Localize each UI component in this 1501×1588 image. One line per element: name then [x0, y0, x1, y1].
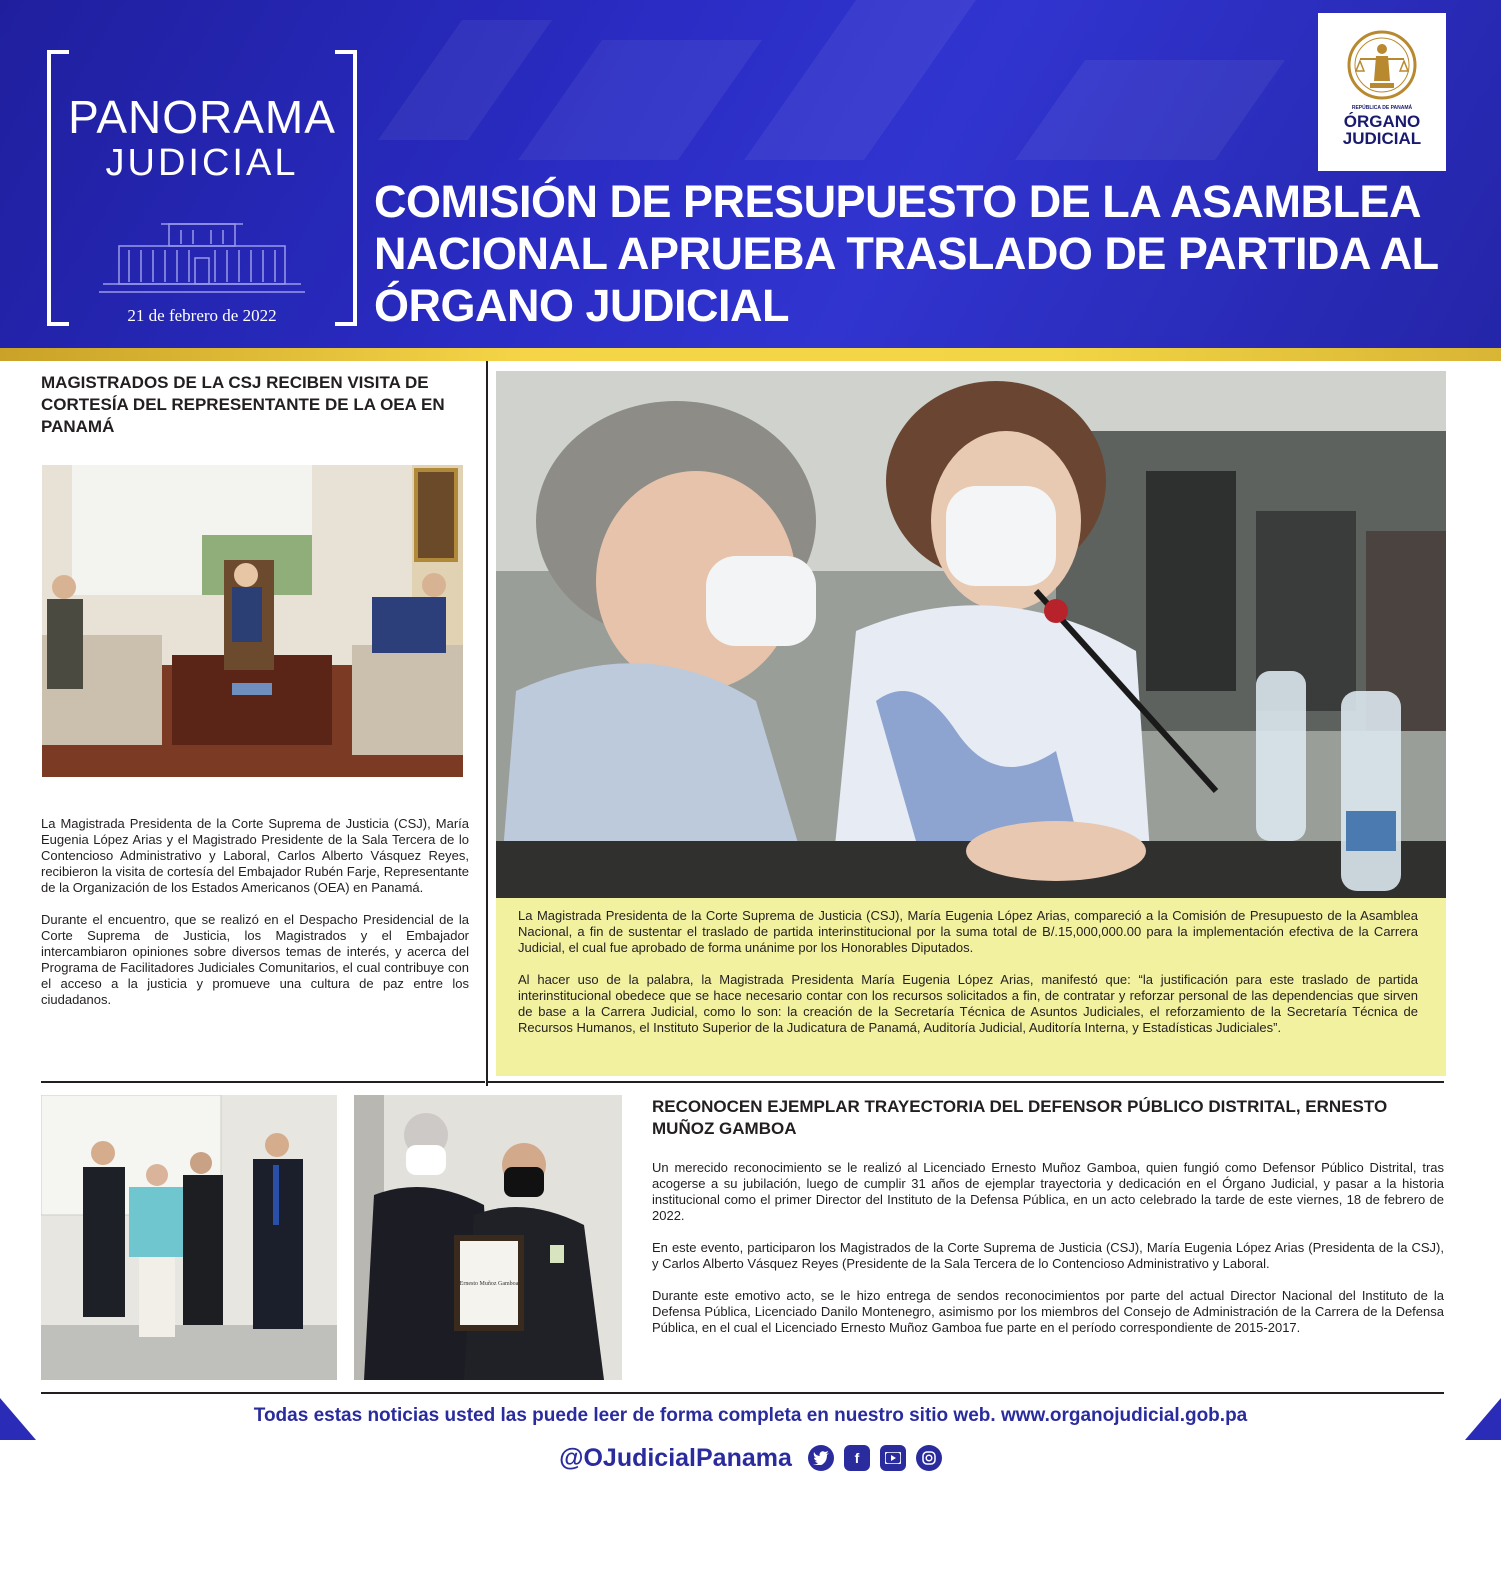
gold-divider-bar — [0, 348, 1501, 361]
recognition-group-photo — [41, 1095, 337, 1380]
paragraph: Durante el encuentro, que se realizó en el Despacho Presidencial de la Corte Suprema de Justicia, los Magistrados y el Embajador intercambiaron opiniones sobre diversos temas de interés, y acerca del Programa de Facilitadores Judiciales Comunitarios, el cual contribuye con el acceso a la justicia y promueve una cultura de paz entre los ciudadanos. — [41, 912, 469, 1007]
section-divider-left — [41, 1081, 485, 1083]
footer-divider — [41, 1392, 1444, 1394]
plaque-text: Ernesto Muñoz Gamboa — [459, 1281, 519, 1287]
seal-icon — [1346, 29, 1418, 103]
social-handle[interactable]: @OJudicialPanama — [559, 1443, 792, 1472]
website-note[interactable]: Todas estas noticias usted las puede leer de forma completa en nuestro sitio web. www.organojudicial.gob.pa — [253, 1405, 1248, 1426]
masthead — [47, 50, 357, 326]
left-story-title: MAGISTRADOS DE LA CSJ RECIBEN VISITA DE CORTESÍA DEL REPRESENTANTE DE LA OEA EN PANAMÁ — [41, 373, 445, 436]
paragraph: Al hacer uso de la palabra, la Magistrada Presidenta María Eugenia López Arias, manifestó que: “la justificación para este traslado de partida interinstitucional obedece que se hace necesario contar con los recursos solicitados a fin, de contratar y reforzar personal de las dependencias que sirven de base a la Carrera Judicial, como lo son: la creación de la Secretaría Técnica de Asuntos Judiciales, el reforzamiento de la Secretaría Técnica de Recursos Humanos, el Instituto Superior de la Judicatura de Panamá, Auditoría Judicial, Auditoría Interna, y Estadísticas Judiciales”. — [518, 972, 1418, 1035]
decorative-streak — [744, 0, 976, 160]
organo-judicial-logo — [1318, 13, 1446, 171]
decorative-streak — [1015, 60, 1285, 160]
brand-line-2: JUDICIAL — [105, 142, 299, 184]
courthouse-icon — [99, 218, 305, 298]
decorative-streak — [378, 20, 552, 140]
paragraph: La Magistrada Presidenta de la Corte Suprema de Justicia (CSJ), María Eugenia López Arias, compareció a la Comisión de Presupuesto de la Asamblea Nacional, a fin de sustentar el traslado de partida interinstitucional por la suma total de B/.15,000,000.00 para la implementación efectiva de la Carrera Judicial, el cual fue aprobado de forma unánime por los Honorables Diputados. — [518, 908, 1418, 955]
paragraph: La Magistrada Presidenta de la Corte Suprema de Justicia (CSJ), María Eugenia López Arias y el Magistrado Presidente de la Sala Tercera de lo Contencioso Administrativo y Laboral, Carlos Alberto Vásquez Reyes, recibieron la visita de cortesía del Embajador Rubén Farje, Representante de la Organización de los Estados Americanos (OEA) en Panamá. — [41, 816, 469, 895]
oea-visit-photo — [42, 465, 463, 777]
brand-line-1: PANORAMA — [68, 91, 336, 143]
paragraph: Durante este emotivo acto, se le hizo entrega de sendos reconocimientos por parte del actual Director Nacional del Instituto de la Defensa Pública, Licenciado Danilo Montenegro, asimismo por los miembros del Consejo de Administración de la Carrera de la Defensa Pública, en el cual el Licenciado Ernesto Muñoz Gamboa fue parte en el período correspondiente de 2015-2017. — [652, 1288, 1444, 1335]
main-story-caption — [496, 898, 1446, 1076]
logo-country: REPÚBLICA DE PANAMÁ — [1351, 105, 1413, 111]
logo-line-1: ÓRGANO — [1343, 112, 1421, 131]
section-divider-right — [488, 1081, 1444, 1083]
budget-commission-photo — [496, 371, 1446, 938]
facebook-icon[interactable]: f — [844, 1445, 870, 1471]
column-divider — [486, 361, 488, 1086]
plaque-handover-photo — [354, 1095, 622, 1380]
bottom-story-body — [652, 1160, 1444, 1352]
youtube-icon[interactable] — [880, 1445, 906, 1471]
left-story-body — [41, 816, 469, 1024]
paragraph: Un merecido reconocimiento se le realizó al Licenciado Ernesto Muñoz Gamboa, quien fungió como Defensor Público Distrital, tras acogerse a su jubilación, luego de cumplir 31 años de ejemplar trayectoria y dedicación en el Órgano Judicial, y pasar a la historia institucional como el primer Director del Instituto de la Defensa Pública, en un acto celebrado la tarde de este viernes, 18 de febrero de 2022. — [652, 1160, 1444, 1223]
social-bar — [0, 1440, 1501, 1476]
decorative-streak — [518, 40, 762, 160]
issue-date: 21 de febrero de 2022 — [127, 306, 277, 325]
page-headline: COMISIÓN DE PRESUPUESTO DE LA ASAMBLEA NACIONAL APRUEBA TRASLADO DE PARTIDA AL ÓRGANO JUDICIAL — [374, 176, 1438, 331]
logo-line-2: JUDICIAL — [1342, 129, 1422, 148]
bottom-story-title: RECONOCEN EJEMPLAR TRAYECTORIA DEL DEFENSOR PÚBLICO DISTRITAL, ERNESTO MUÑOZ GAMBOA — [652, 1097, 1388, 1138]
header-banner — [0, 0, 1501, 348]
twitter-icon[interactable] — [808, 1445, 834, 1471]
paragraph: En este evento, participaron los Magistrados de la Corte Suprema de Justicia (CSJ), María Eugenia López Arias (Presidenta de la CSJ), y Carlos Alberto Vásquez Reyes (Presidente de la Sala Tercera de lo Contencioso Administrativo y Laboral. — [652, 1240, 1444, 1271]
instagram-icon[interactable] — [916, 1445, 942, 1471]
